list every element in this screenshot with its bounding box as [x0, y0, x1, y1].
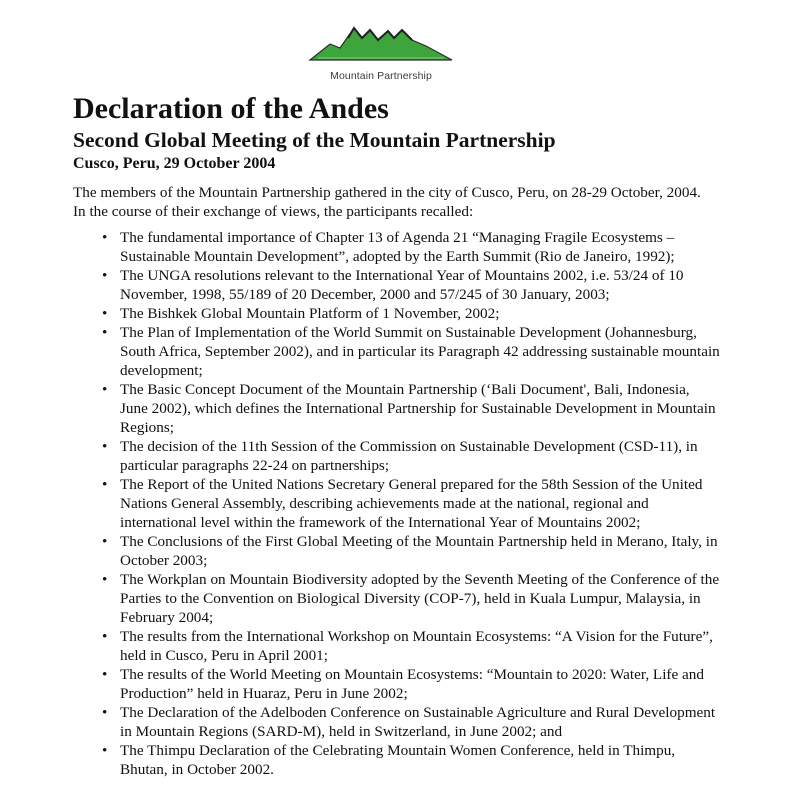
place-date: Cusco, Peru, 29 October 2004	[73, 155, 276, 172]
bullet-icon: •	[102, 324, 108, 341]
bullet-icon: •	[102, 666, 108, 683]
list-item: • The results from the International Workshop on Mountain Ecosystems: “A Vision for the Future”, held in Cusco, Peru in April 2001;	[102, 628, 713, 664]
document-body	[73, 91, 773, 779]
list-item: • The Declaration of the Adelboden Conference on Sustainable Agriculture and Rural Development in Mountain Regions (SARD-M), held in Switzerland, in June 2002; and	[102, 704, 716, 740]
intro-paragraph: The members of the Mountain Partnership gathered in the city of Cusco, Peru, on 28-29 October, 2004. In the course of their exchange of views, the participants recalled:	[73, 184, 701, 220]
bullet-icon: •	[102, 305, 108, 322]
list-item: • The Conclusions of the First Global Meeting of the Mountain Partnership held in Merano, Italy, in October 2003;	[102, 533, 718, 569]
list-item: • The fundamental importance of Chapter 13 of Agenda 21 “Managing Fragile Ecosystems – Sustainable Mountain Development”, adopted by the Earth Summit (Rio de Janeiro, 1992);	[102, 229, 675, 265]
bullet-icon: •	[102, 571, 108, 588]
list-item: • The Thimpu Declaration of the Celebrating Mountain Women Conference, held in Thimpu, Bhutan, in October 2002.	[102, 742, 676, 778]
list-item: • The Basic Concept Document of the Mountain Partnership (‘Bali Document', Bali, Indonesia, June 2002), which defines the International Partnership for Sustainable Development in Mountain Regions;	[102, 381, 716, 436]
list-item: • The Report of the United Nations Secretary General prepared for the 58th Session of the United Nations General Assembly, describing achievements made at the national, regional and international level within the framework of the International Year of Mountains 2002;	[102, 476, 703, 531]
bullet-icon: •	[102, 438, 108, 455]
list-item: • The Plan of Implementation of the World Summit on Sustainable Development (Johannesburg, South Africa, September 2002), and in particular its Paragraph 42 addressing sustainable mountain development;	[102, 324, 720, 379]
bullet-icon: •	[102, 533, 108, 550]
bullet-icon: •	[102, 267, 108, 284]
list-item: • The Bishkek Global Mountain Platform of 1 November, 2002;	[102, 305, 500, 322]
bullet-icon: •	[102, 476, 108, 493]
bullet-icon: •	[102, 229, 108, 246]
list-item: • The Workplan on Mountain Biodiversity adopted by the Seventh Meeting of the Conference of the Parties to the Convention on Biological Diversity (COP-7), held in Kuala Lumpur, Malaysia, in February 2004;	[102, 571, 720, 626]
logo-text: Mountain Partnership	[330, 70, 432, 82]
list-item: • The UNGA resolutions relevant to the International Year of Mountains 2002, i.e. 53/24 of 10 November, 1998, 55/189 of 20 December, 2000 and 57/245 of 30 January, 2003;	[102, 267, 684, 303]
list-item: • The decision of the 11th Session of the Commission on Sustainable Development (CSD-11), in particular paragraphs 22-24 on partnerships;	[102, 438, 698, 474]
list-item: • The results of the World Meeting on Mountain Ecosystems: “Mountain to 2020: Water, Life and Production” held in Huaraz, Peru in June 2002;	[102, 666, 704, 702]
page-title: Declaration of the Andes	[73, 92, 389, 125]
bullet-icon: •	[102, 381, 108, 398]
page-subtitle: Second Global Meeting of the Mountain Partnership	[73, 128, 556, 152]
mountain-partnership-logo	[308, 18, 454, 86]
bullet-icon: •	[102, 742, 108, 759]
recalled-list	[73, 228, 720, 779]
mountain-logo-icon	[308, 18, 454, 70]
bullet-icon: •	[102, 628, 108, 645]
bullet-icon: •	[102, 704, 108, 721]
